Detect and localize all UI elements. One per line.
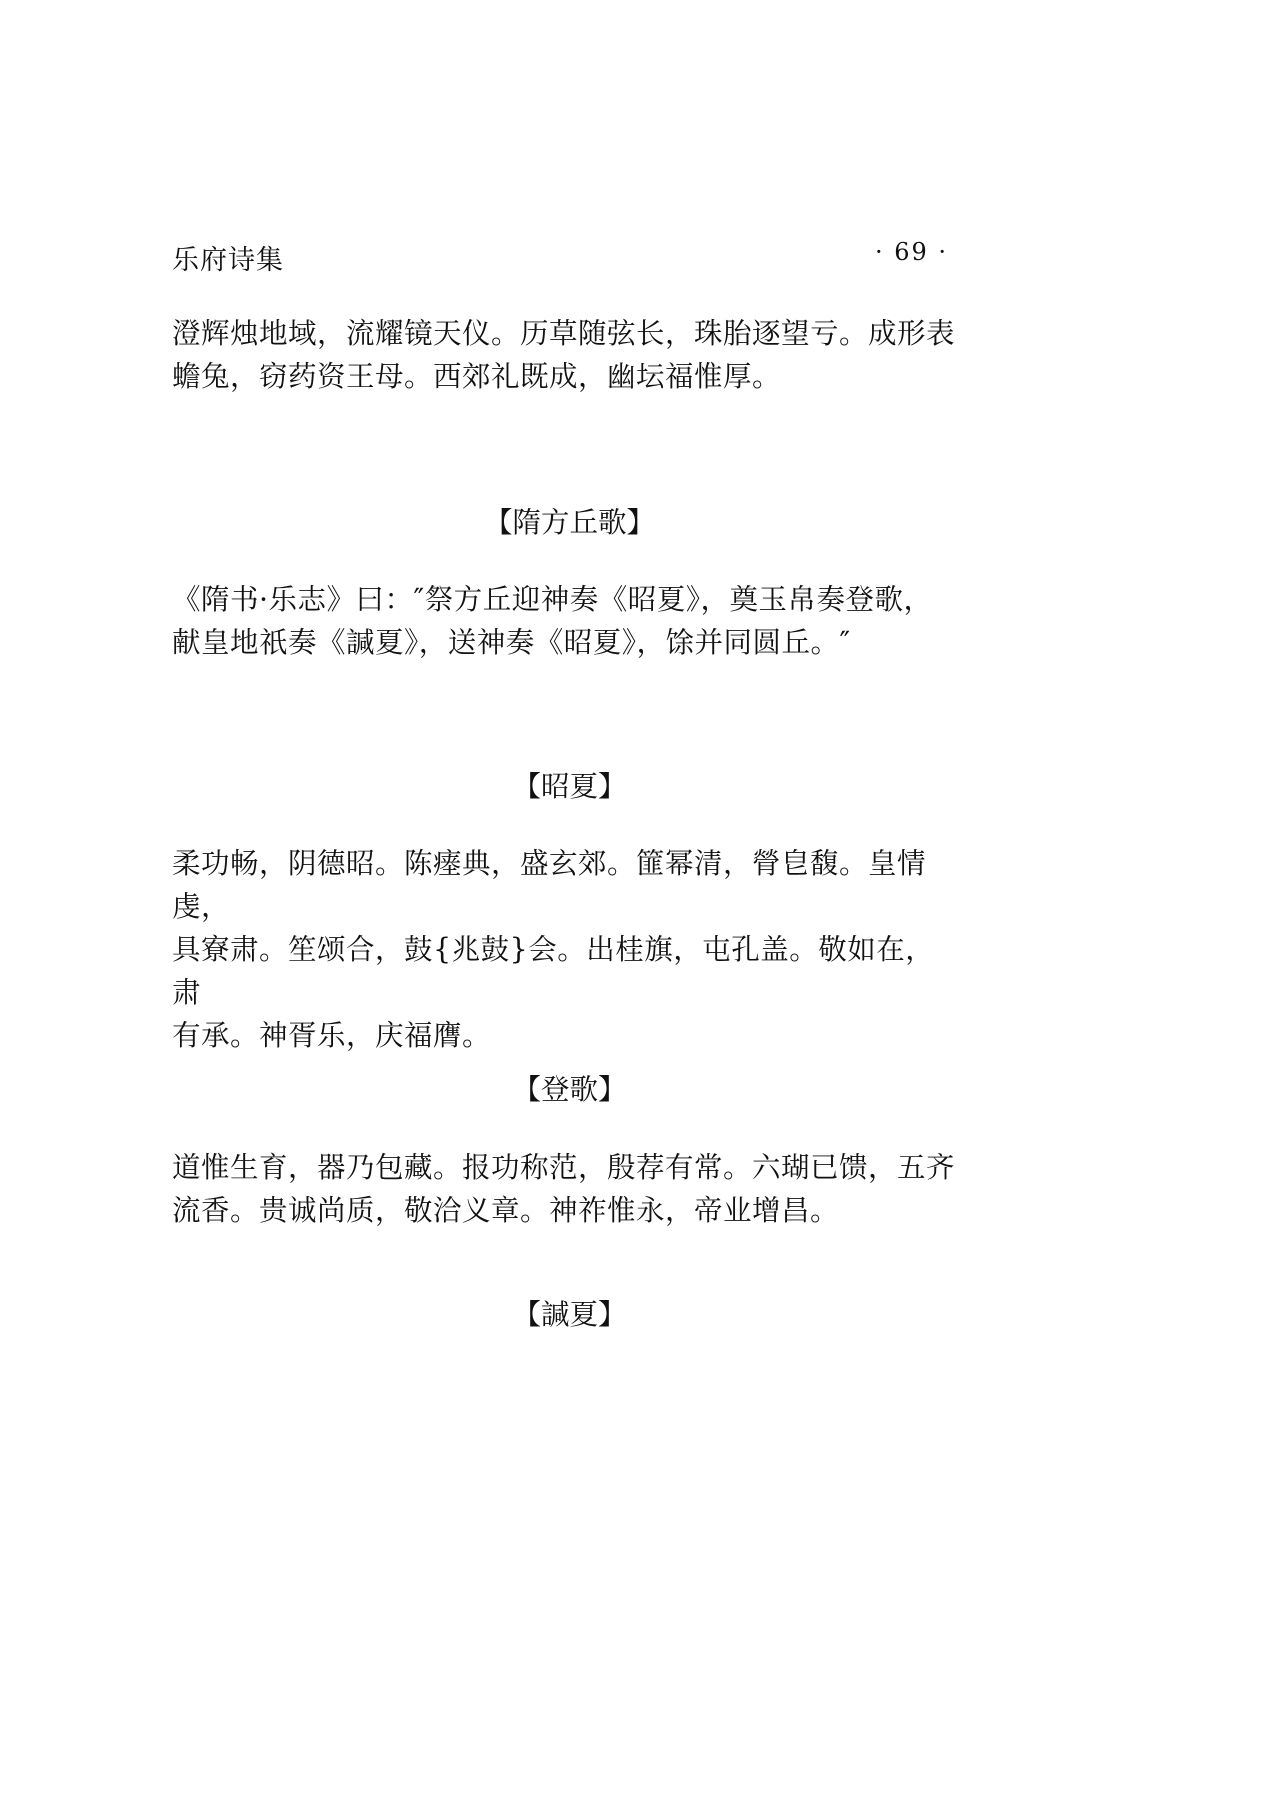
poem-line: 蟾兔，窃药资王母。西郊礼既成，幽坛福惟厚。 bbox=[172, 360, 782, 393]
dengge-poem bbox=[172, 1146, 962, 1232]
book-title: 乐府诗集 bbox=[172, 245, 284, 276]
section-heading-sui-fangqiu: 【隋方丘歌】 bbox=[483, 506, 655, 539]
note-line: 献皇地祇奏《諴夏》，送神奏《昭夏》，馀并同圆丘。″ bbox=[172, 626, 851, 659]
sui-fangqiu-note bbox=[172, 578, 962, 664]
page-header bbox=[172, 238, 948, 278]
poem-line: 道惟生育，器乃包藏。报功称范，殷荐有常。六瑚已馈，五齐 bbox=[172, 1151, 956, 1184]
poem-line: 澄辉烛地域，流耀镜天仪。历草随弦长，珠胎逐望亏。成形表 bbox=[172, 317, 956, 350]
section-heading-xianxia: 【諴夏】 bbox=[512, 1298, 627, 1331]
poem-line: 流香。贵诚尚质，敬洽义章。神祚惟永，帝业增昌。 bbox=[172, 1194, 840, 1227]
poem-line: 有承。神胥乐，庆福膺。 bbox=[172, 1019, 492, 1052]
poem-line: 柔功畅，阴德昭。陈瘗典，盛玄郊。篚幂清，膋皀馥。皇情虔， bbox=[172, 847, 927, 923]
zhaoxia-poem bbox=[172, 842, 962, 1057]
page-number: · 69 · bbox=[874, 238, 948, 266]
section-heading-dengge: 【登歌】 bbox=[512, 1073, 627, 1106]
note-line: 《隋书·乐志》曰：″祭方丘迎神奏《昭夏》，奠玉帛奏登歌， bbox=[172, 583, 933, 616]
poem-line: 具寮肃。笙颂合，鼓{兆鼓}会。出桂旗，屯孔盖。敬如在，肃 bbox=[172, 933, 935, 1009]
intro-poem bbox=[172, 312, 962, 398]
section-heading-zhaoxia: 【昭夏】 bbox=[512, 770, 627, 803]
